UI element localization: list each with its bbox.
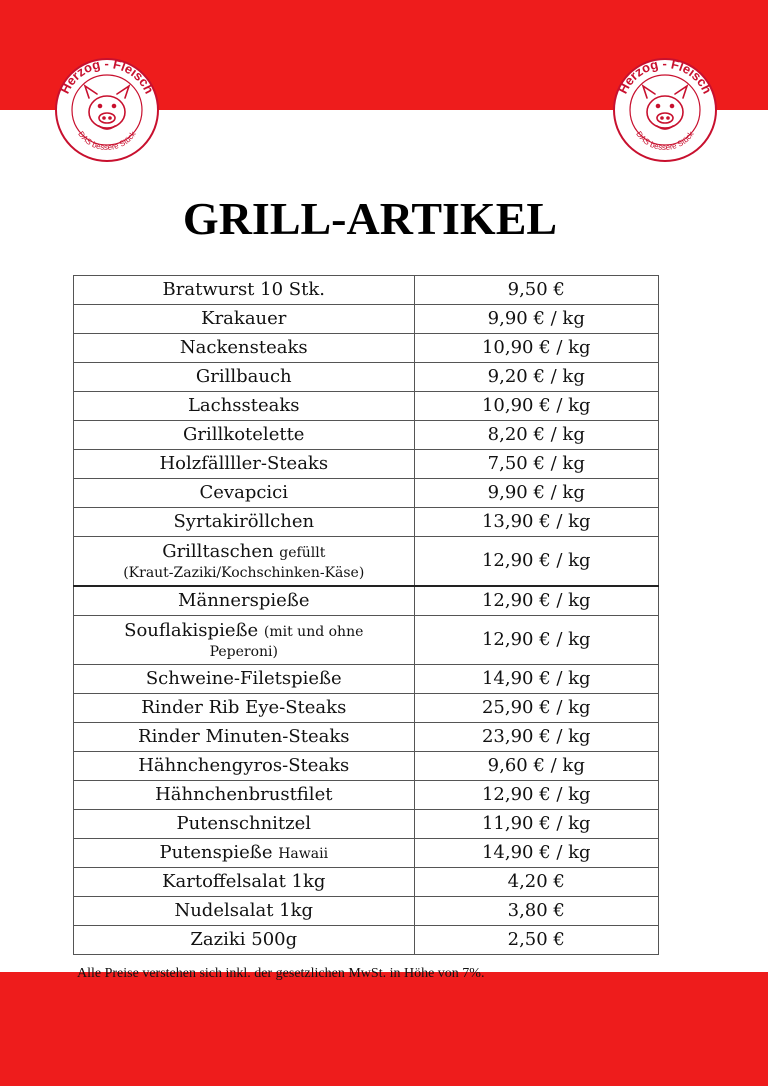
logo-slogan-text: DAS bessere Stück: [76, 129, 138, 153]
item-note-line2: Peperoni): [209, 643, 278, 660]
pig-head-icon: [611, 56, 719, 164]
item-name: Putenspieße: [159, 841, 273, 863]
item-price: 10,90 € / kg: [414, 392, 658, 421]
item-price: 23,90 € / kg: [414, 723, 658, 752]
table-row: [74, 752, 659, 781]
item-name: Bratwurst 10 Stk.: [74, 276, 415, 305]
price-table: [73, 275, 659, 955]
item-name: Hähnchengyros-Steaks: [74, 752, 415, 781]
brand-logo-right: [611, 56, 719, 164]
brand-logo-left: [53, 56, 161, 164]
vat-footnote: Alle Preise verstehen sich inkl. der gesetzlichen MwSt. in Höhe von 7%.: [77, 966, 485, 981]
table-row: [74, 392, 659, 421]
item-name: Zaziki 500g: [74, 926, 415, 955]
table-row: [74, 781, 659, 810]
table-row: [74, 508, 659, 537]
item-price: 9,90 € / kg: [414, 305, 658, 334]
item-price: 12,90 € / kg: [414, 586, 658, 616]
table-row: [74, 363, 659, 392]
item-price: 7,50 € / kg: [414, 450, 658, 479]
item-price: 9,90 € / kg: [414, 479, 658, 508]
page-title: GRILL-ARTIKEL: [182, 193, 558, 244]
item-note: Hawaii: [278, 845, 329, 862]
table-row: [74, 926, 659, 955]
item-name: Nudelsalat 1kg: [74, 897, 415, 926]
item-name: Grillkotelette: [74, 421, 415, 450]
item-name: Nackensteaks: [74, 334, 415, 363]
table-row: [74, 276, 659, 305]
item-price: 2,50 €: [414, 926, 658, 955]
table-row: [74, 616, 659, 665]
item-name: Hähnchenbrustfilet: [74, 781, 415, 810]
item-note-line2: (Kraut-Zaziki/Kochschinken-Käse): [123, 564, 365, 581]
item-price: 10,90 € / kg: [414, 334, 658, 363]
table-row: [74, 586, 659, 616]
item-name: Kartoffelsalat 1kg: [74, 868, 415, 897]
item-name: Cevapcici: [74, 479, 415, 508]
item-name: Schweine-Filetspieße: [74, 665, 415, 694]
item-price: 8,20 € / kg: [414, 421, 658, 450]
bottom-red-band: [0, 972, 768, 1086]
item-name: Souflakispieße: [124, 619, 259, 641]
item-price: 12,90 € / kg: [414, 781, 658, 810]
item-name: Putenschnitzel: [74, 810, 415, 839]
table-row: [74, 810, 659, 839]
item-price: 3,80 €: [414, 897, 658, 926]
item-name: Lachssteaks: [74, 392, 415, 421]
item-price: 11,90 € / kg: [414, 810, 658, 839]
item-name: Syrtakiröllchen: [74, 508, 415, 537]
logo-slogan-text: DAS bessere Stück: [634, 129, 696, 153]
item-name: Grilltaschen: [162, 540, 274, 562]
logo-brand-text: Herzog - Fleisch: [56, 56, 158, 97]
item-name: Grillbauch: [74, 363, 415, 392]
item-price: 14,90 € / kg: [414, 839, 658, 868]
table-row: [74, 334, 659, 363]
table-row: [74, 479, 659, 508]
logo-brand-text: Herzog - Fleisch: [614, 56, 716, 97]
item-price: 9,20 € / kg: [414, 363, 658, 392]
item-name-cell: [74, 537, 415, 587]
table-row: [74, 450, 659, 479]
table-row: [74, 839, 659, 868]
item-name: Männerspieße: [74, 586, 415, 616]
table-row: [74, 868, 659, 897]
item-price: 9,60 € / kg: [414, 752, 658, 781]
table-row: [74, 694, 659, 723]
item-name-cell: [74, 616, 415, 665]
pig-head-icon: [53, 56, 161, 164]
item-name: Krakauer: [74, 305, 415, 334]
item-price: 12,90 € / kg: [414, 616, 658, 665]
table-row: [74, 421, 659, 450]
item-price: 4,20 €: [414, 868, 658, 897]
item-name: Rinder Rib Eye-Steaks: [74, 694, 415, 723]
item-name: Holzfällller-Steaks: [74, 450, 415, 479]
item-name: Rinder Minuten-Steaks: [74, 723, 415, 752]
item-note: gefüllt: [279, 544, 326, 561]
item-name-cell: [74, 839, 415, 868]
item-note: (mit und ohne: [263, 623, 364, 640]
table-row: [74, 723, 659, 752]
table-row: [74, 305, 659, 334]
item-price: 12,90 € / kg: [414, 537, 658, 587]
table-row: [74, 665, 659, 694]
item-price: 13,90 € / kg: [414, 508, 658, 537]
item-price: 25,90 € / kg: [414, 694, 658, 723]
item-price: 9,50 €: [414, 276, 658, 305]
table-row: [74, 537, 659, 587]
table-row: [74, 897, 659, 926]
item-price: 14,90 € / kg: [414, 665, 658, 694]
